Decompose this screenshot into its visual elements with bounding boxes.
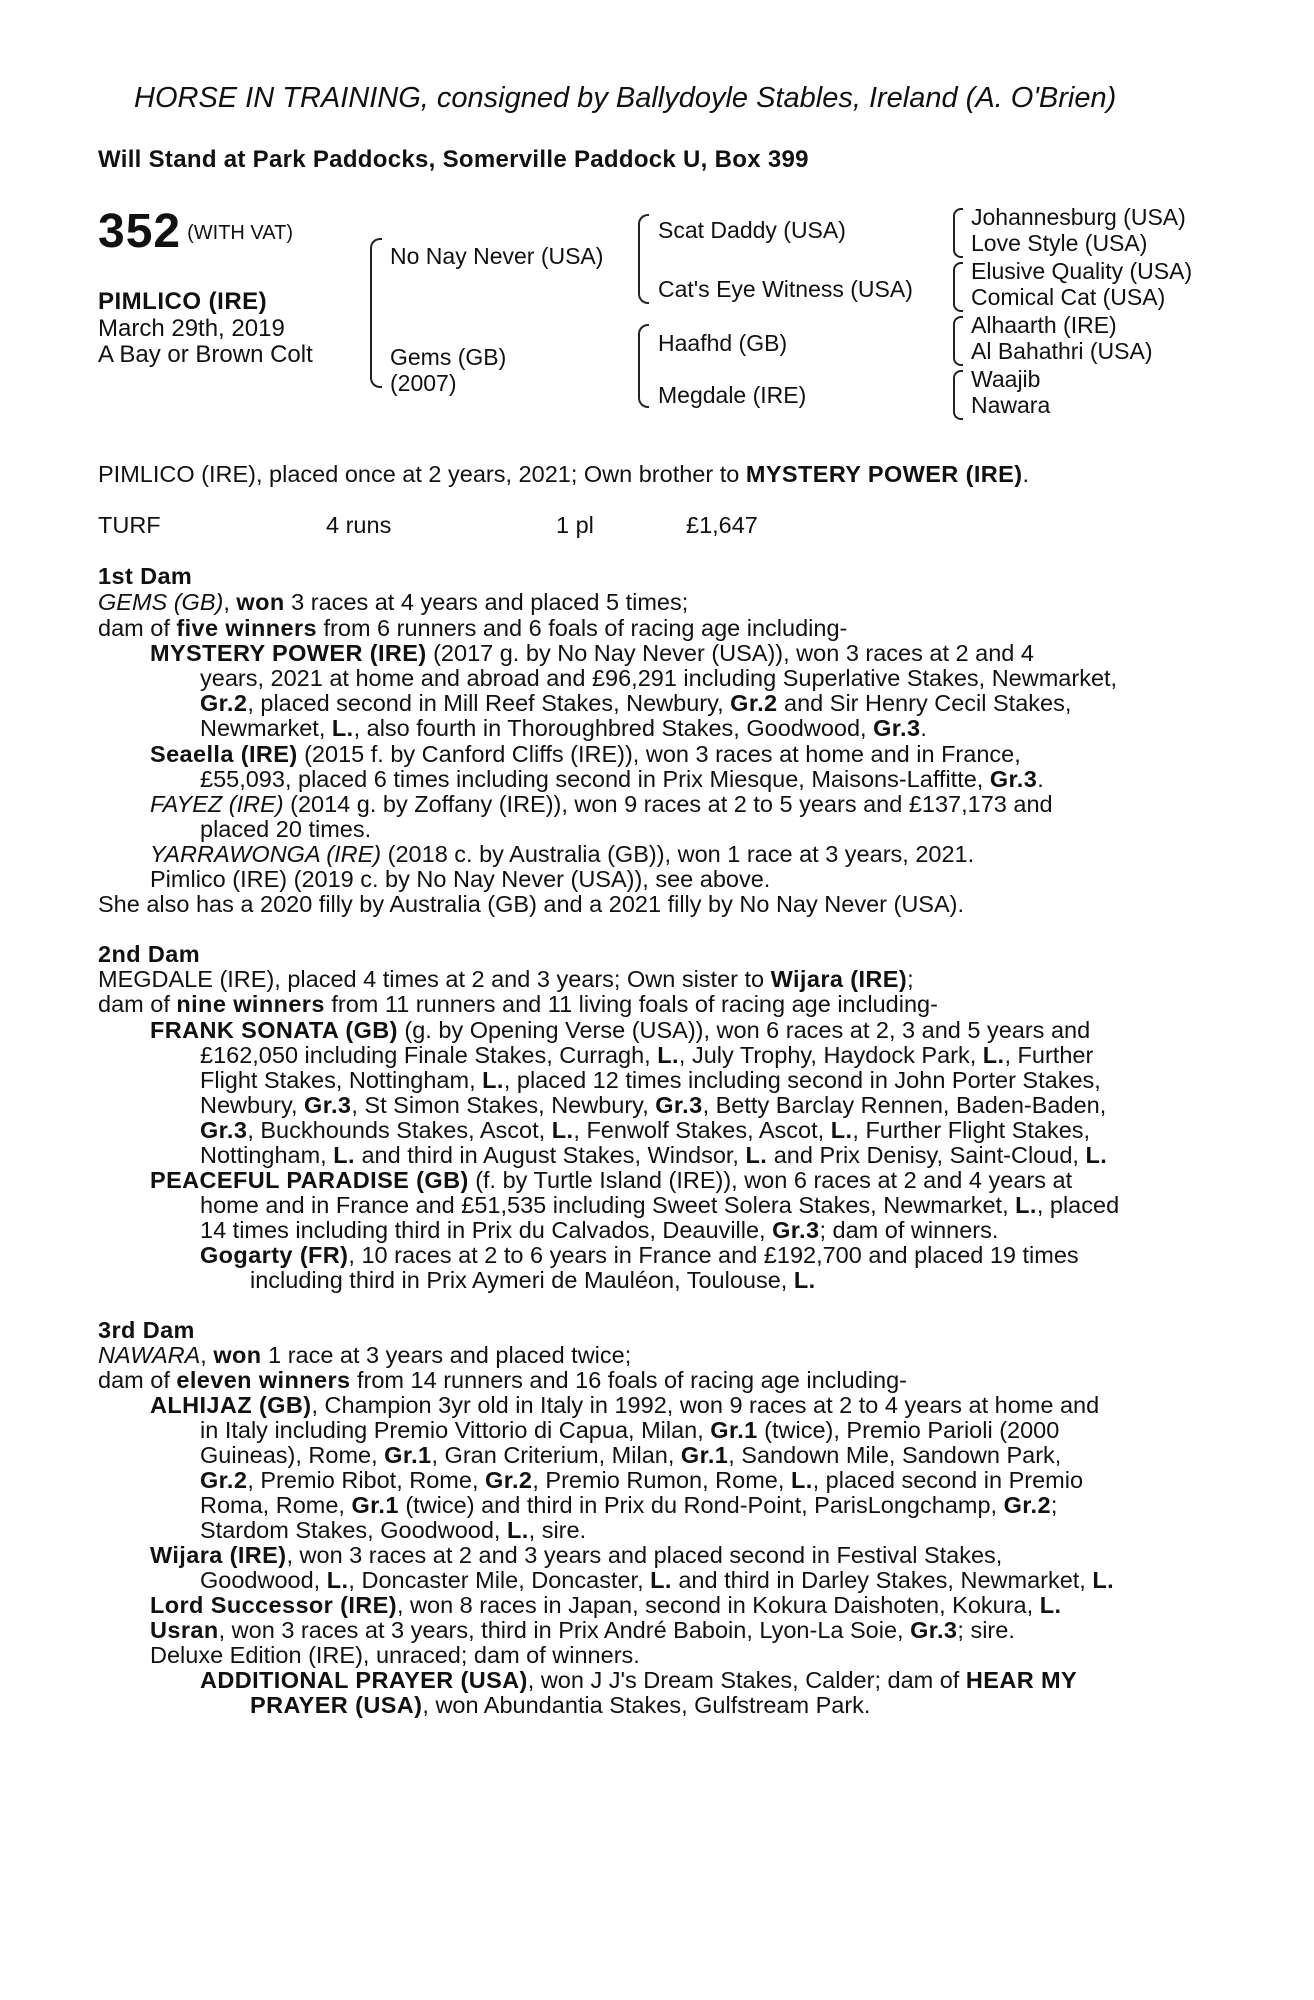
dam1-heading: 1st Dam xyxy=(98,563,193,589)
record-earnings: £1,647 xyxy=(686,512,758,538)
produce-name: PEACEFUL PARADISE (GB) xyxy=(150,1167,469,1193)
dam1-winners: five winners xyxy=(176,615,317,641)
grade-label: Gr.1 xyxy=(710,1417,758,1443)
dam3-heading: 3rd Dam xyxy=(98,1317,195,1343)
grade-label: L. xyxy=(551,1117,574,1143)
grade-label: Gr.2 xyxy=(730,690,778,716)
produce-text: , July Trophy, Haydock Park, xyxy=(678,1042,983,1068)
grade-label: L. xyxy=(657,1042,679,1068)
produce-text: , placed xyxy=(1036,1192,1120,1218)
pedigree-brace-gp2 xyxy=(953,262,963,312)
lot-number-block xyxy=(98,204,293,259)
grade-label: L. xyxy=(333,1142,355,1168)
grade-label: Gr.2 xyxy=(485,1467,533,1493)
pedigree-brace-dam xyxy=(638,324,649,408)
produce-text: and third in August Stakes, Windsor, xyxy=(354,1142,746,1168)
produce-mystery-power xyxy=(150,641,1034,667)
grade-label: L. xyxy=(790,1467,813,1493)
produce-text: (2018 c. by Australia (GB)), won 1 race at 3 years, 2021. xyxy=(381,841,975,867)
dam2-runners: from 11 runners and 11 living foals of racing age including- xyxy=(324,991,938,1017)
pedigree-sss: Johannesburg (USA) xyxy=(971,204,1186,230)
dam3-line1 xyxy=(98,1343,631,1369)
produce-text: , Doncaster Mile, Doncaster, xyxy=(348,1567,651,1593)
pedigree-brace-sire xyxy=(638,214,649,304)
dam3-won: won xyxy=(213,1342,262,1368)
produce-text: Stardom Stakes, Goodwood, xyxy=(200,1517,507,1543)
produce-name: Usran xyxy=(150,1617,219,1643)
produce-text: , sire. xyxy=(528,1517,587,1543)
produce-text: , won Abundantia Stakes, Gulfstream Park. xyxy=(422,1692,871,1718)
grade-label: Gr.2 xyxy=(200,690,248,716)
pedigree-dam-sire: Haafhd (GB) xyxy=(658,330,788,356)
produce-text: £162,050 including Finale Stakes, Curragh, xyxy=(200,1042,658,1068)
dam3-damof: dam of xyxy=(98,1367,177,1393)
vat-note: (WITH VAT) xyxy=(187,222,293,244)
dam3-record: 1 race at 3 years and placed twice; xyxy=(261,1342,632,1368)
produce-name: YARRAWONGA (IRE) xyxy=(150,841,382,867)
dam1-name: GEMS (GB) xyxy=(98,589,224,615)
produce-text: , Sandown Mile, Sandown Park, xyxy=(728,1442,1062,1468)
grade-label: L. xyxy=(793,1267,816,1293)
produce-text: and Sir Henry Cecil Stakes, xyxy=(777,690,1072,716)
produce-text: (g. by Opening Verse (USA)), won 6 races at 2, 3 and 5 years and xyxy=(397,1017,1091,1043)
summary-brother: MYSTERY POWER (IRE) xyxy=(745,461,1023,487)
produce-usran xyxy=(150,1618,1015,1644)
dam1-runners: from 6 runners and 6 foals of racing age including- xyxy=(317,615,848,641)
produce-text: (twice), Premio Parioli (2000 xyxy=(757,1417,1060,1443)
produce-text: , Buckhounds Stakes, Ascot, xyxy=(247,1117,552,1143)
produce-seaella xyxy=(150,742,1021,768)
produce-text: . xyxy=(1037,766,1044,792)
horse-description: A Bay or Brown Colt xyxy=(98,341,313,368)
produce-continuation: years, 2021 at home and abroad and £96,291 including Superlative Stakes, Newmarket, xyxy=(200,665,1118,691)
produce-pimlico: Pimlico (IRE) (2019 c. by No Nay Never (USA)), see above. xyxy=(150,866,771,892)
dam2-text: ; xyxy=(907,966,914,992)
produce-continuation xyxy=(200,691,1071,717)
produce-text: (2017 g. by No Nay Never (USA)), won 3 races at 2 and 4 xyxy=(426,640,1034,666)
produce-text: Newmarket, xyxy=(200,715,332,741)
dam3-sep: , xyxy=(200,1342,214,1368)
produce-text: Flight Stakes, Nottingham, xyxy=(200,1067,483,1093)
produce-text: , Premio Ribot, Rome, xyxy=(247,1467,486,1493)
grade-label: L. xyxy=(650,1567,672,1593)
produce-text: , Further xyxy=(1004,1042,1094,1068)
grade-label: L. xyxy=(982,1042,1005,1068)
produce-name: FRANK SONATA (GB) xyxy=(150,1017,398,1043)
dam3-line2 xyxy=(98,1368,907,1394)
pedigree-dsd: Al Bahathri (USA) xyxy=(971,338,1153,364)
produce-text: , won 3 races at 2 and 3 years and placed second in Festival Stakes, xyxy=(286,1542,1003,1568)
produce-continuation xyxy=(200,1068,1101,1094)
produce-text: , placed second in Premio xyxy=(812,1467,1084,1493)
produce-continuation xyxy=(200,1493,1057,1519)
produce-text: , Gran Criterium, Milan, xyxy=(431,1442,681,1468)
pedigree-sire-sire: Scat Daddy (USA) xyxy=(658,217,846,243)
dam2-sister: Wijara (IRE) xyxy=(770,966,908,992)
dam1-sep: , xyxy=(223,589,237,615)
grade-label: L. xyxy=(1015,1192,1037,1218)
produce-continuation xyxy=(200,1118,1090,1144)
dam1-also: She also has a 2020 filly by Australia (GB) and a 2021 filly by No Nay Never (USA). xyxy=(98,891,964,917)
produce-text: (2014 g. by Zoffany (IRE)), won 9 races at 2 to 5 years and £137,173 and xyxy=(283,791,1053,817)
produce-text: , won 8 races in Japan, second in Kokura Daishoten, Kokura, xyxy=(396,1592,1040,1618)
grade-label: L. xyxy=(482,1067,504,1093)
produce-text: Nottingham, xyxy=(200,1142,334,1168)
produce-text: (2015 f. by Canford Cliffs (IRE)), won 3 races at home and in France, xyxy=(297,741,1021,767)
consignment-title: HORSE IN TRAINING, consigned by Ballydoyle Stables, Ireland (A. O'Brien) xyxy=(134,82,1117,114)
pedigree-ddd: Nawara xyxy=(971,392,1051,418)
produce-text: , placed second in Mill Reef Stakes, Newbury, xyxy=(247,690,731,716)
produce-text: ; sire. xyxy=(957,1617,1015,1643)
produce-text: Goodwood, xyxy=(200,1567,327,1593)
produce-text: home and in France and £51,535 including Sweet Solera Stakes, Newmarket, xyxy=(200,1192,1016,1218)
grade-label: L. xyxy=(331,715,354,741)
dam3-runners: from 14 runners and 16 foals of racing age including- xyxy=(350,1367,907,1393)
produce-continuation: placed 20 times. xyxy=(200,816,372,842)
grade-label: Gr.3 xyxy=(304,1092,352,1118)
produce-text: 14 times including third in Prix du Calvados, Deauville, xyxy=(200,1217,773,1243)
produce-name: PRAYER (USA) xyxy=(250,1692,423,1718)
dam2-line1 xyxy=(98,967,914,993)
produce-continuation xyxy=(250,1693,870,1719)
produce-continuation xyxy=(250,1268,816,1294)
produce-wijara xyxy=(150,1543,1002,1569)
produce-text: Roma, Rome, xyxy=(200,1492,352,1518)
dam2-heading: 2nd Dam xyxy=(98,941,201,967)
grade-label: L. xyxy=(745,1142,768,1168)
produce-continuation xyxy=(200,1093,1106,1119)
produce-text: , 10 races at 2 to 6 years in France and £192,700 and placed 19 times xyxy=(348,1242,1079,1268)
produce-name: ALHIJAZ (GB) xyxy=(150,1392,312,1418)
produce-text: ; dam of winners. xyxy=(819,1217,999,1243)
grade-label: Gr.3 xyxy=(200,1117,248,1143)
produce-text: , St Simon Stakes, Newbury, xyxy=(351,1092,656,1118)
produce-fayez xyxy=(150,792,1053,818)
grade-label: Gr.2 xyxy=(200,1467,248,1493)
produce-text: , won 3 races at 3 years, third in Prix André Baboin, Lyon-La Soie, xyxy=(218,1617,911,1643)
pedigree-dam: Gems (GB) xyxy=(390,344,507,370)
grade-label: L. xyxy=(1085,1142,1108,1168)
grade-label: Gr.3 xyxy=(873,715,921,741)
horse-name: PIMLICO (IRE) xyxy=(98,288,268,315)
record-runs: 4 runs xyxy=(326,512,392,538)
pedigree-sire: No Nay Never (USA) xyxy=(390,243,604,269)
produce-continuation xyxy=(200,1418,1059,1444)
produce-text: and Prix Denisy, Saint-Cloud, xyxy=(767,1142,1086,1168)
pedigree-dam-dam: Megdale (IRE) xyxy=(658,382,807,408)
grade-label: L. xyxy=(830,1117,853,1143)
produce-name: Gogarty (FR) xyxy=(200,1242,349,1268)
pedigree-sdd: Comical Cat (USA) xyxy=(971,284,1166,310)
dam1-won: won xyxy=(236,589,285,615)
produce-text: , Fenwolf Stakes, Ascot, xyxy=(573,1117,831,1143)
produce-name: FAYEZ (IRE) xyxy=(150,791,284,817)
dam1-line2 xyxy=(98,616,847,642)
produce-text: (f. by Turtle Island (IRE)), won 6 races at 2 and 4 years at xyxy=(468,1167,1073,1193)
grade-label: Gr.2 xyxy=(1003,1492,1051,1518)
pedigree-dss: Alhaarth (IRE) xyxy=(971,312,1117,338)
produce-deluxe-edition: Deluxe Edition (IRE), unraced; dam of winners. xyxy=(150,1642,640,1668)
pedigree-brace-gp3 xyxy=(953,316,963,366)
record-placed: 1 pl xyxy=(556,512,594,538)
produce-text: including third in Prix Aymeri de Mauléon, Toulouse, xyxy=(250,1267,794,1293)
grade-label: L. xyxy=(1039,1592,1062,1618)
produce-continuation xyxy=(200,716,927,742)
produce-text: in Italy including Premio Vittorio di Capua, Milan, xyxy=(200,1417,711,1443)
dam2-winners: nine winners xyxy=(176,991,325,1017)
produce-text: £55,093, placed 6 times including second in Prix Miesque, Maisons-Laffitte, xyxy=(200,766,990,792)
produce-name: HEAR MY xyxy=(965,1667,1078,1693)
produce-continuation xyxy=(200,1443,1061,1469)
dam3-winners: eleven winners xyxy=(176,1367,351,1393)
produce-name: ADDITIONAL PRAYER (USA) xyxy=(200,1667,528,1693)
produce-text: and third in Darley Stakes, Newmarket, xyxy=(671,1567,1093,1593)
produce-text: Guineas), Rome, xyxy=(200,1442,385,1468)
produce-text: , placed 12 times including second in John Porter Stakes, xyxy=(503,1067,1101,1093)
lot-number: 352 xyxy=(98,205,182,258)
produce-text: , won J J's Dream Stakes, Calder; dam of xyxy=(527,1667,966,1693)
summary-text: PIMLICO (IRE), placed once at 2 years, 2021; Own brother to xyxy=(98,461,746,487)
grade-label: Gr.3 xyxy=(910,1617,958,1643)
pedigree-brace-gp1 xyxy=(953,208,963,258)
produce-continuation xyxy=(200,1568,1114,1594)
produce-continuation xyxy=(200,1218,998,1244)
produce-text: Newbury, xyxy=(200,1092,305,1118)
produce-continuation xyxy=(200,1518,586,1544)
dam2-damof: dam of xyxy=(98,991,177,1017)
pedigree-dds: Waajib xyxy=(971,366,1041,392)
grade-label: L. xyxy=(1092,1567,1115,1593)
pedigree-dam-year: (2007) xyxy=(390,370,457,396)
grade-label: L. xyxy=(506,1517,529,1543)
grade-label: L. xyxy=(326,1567,349,1593)
dam2-text: MEGDALE (IRE), placed 4 times at 2 and 3 years; Own sister to xyxy=(98,966,771,992)
produce-text: , Further Flight Stakes, xyxy=(852,1117,1091,1143)
produce-gogarty xyxy=(200,1243,1079,1269)
produce-continuation xyxy=(200,1193,1119,1219)
produce-text: , Champion 3yr old in Italy in 1992, won 9 races at 2 to 4 years at home and xyxy=(311,1392,1100,1418)
horse-dob: March 29th, 2019 xyxy=(98,315,285,342)
pedigree-brace-main xyxy=(370,238,382,388)
grade-label: Gr.1 xyxy=(351,1492,399,1518)
produce-continuation xyxy=(200,1043,1093,1069)
stand-location: Will Stand at Park Paddocks, Somerville Paddock U, Box 399 xyxy=(98,146,809,173)
grade-label: Gr.3 xyxy=(655,1092,703,1118)
produce-text: . xyxy=(920,715,927,741)
produce-alhijaz xyxy=(150,1393,1099,1419)
pedigree-brace-gp4 xyxy=(953,370,963,420)
record-surface: TURF xyxy=(98,512,161,538)
pedigree-ssd: Love Style (USA) xyxy=(971,230,1148,256)
pedigree-sire-dam: Cat's Eye Witness (USA) xyxy=(658,276,913,302)
produce-continuation xyxy=(200,1143,1107,1169)
grade-label: Gr.3 xyxy=(989,766,1038,792)
produce-name: Wijara (IRE) xyxy=(150,1542,287,1568)
produce-yarrawonga xyxy=(150,842,974,868)
dam1-line1 xyxy=(98,590,688,616)
summary-line xyxy=(98,462,1029,488)
grade-label: Gr.1 xyxy=(384,1442,432,1468)
dam3-name: NAWARA xyxy=(98,1342,201,1368)
pedigree-sds: Elusive Quality (USA) xyxy=(971,258,1193,284)
produce-frank-sonata xyxy=(150,1018,1090,1044)
produce-continuation xyxy=(200,767,1044,793)
produce-text: , Betty Barclay Rennen, Baden-Baden, xyxy=(702,1092,1107,1118)
dam2-line2 xyxy=(98,992,938,1018)
produce-continuation xyxy=(200,1468,1083,1494)
grade-label: Gr.3 xyxy=(772,1217,820,1243)
produce-name: Lord Successor (IRE) xyxy=(150,1592,397,1618)
produce-name: Seaella (IRE) xyxy=(150,741,298,767)
produce-name: MYSTERY POWER (IRE) xyxy=(150,640,427,666)
produce-additional-prayer xyxy=(200,1668,1077,1694)
produce-peaceful-paradise xyxy=(150,1168,1072,1194)
summary-end: . xyxy=(1022,461,1029,487)
produce-text: , also fourth in Thoroughbred Stakes, Goodwood, xyxy=(353,715,874,741)
dam1-record: 3 races at 4 years and placed 5 times; xyxy=(284,589,689,615)
grade-label: Gr.1 xyxy=(680,1442,729,1468)
produce-text: , Premio Rumon, Rome, xyxy=(532,1467,791,1493)
produce-text: (twice) and third in Prix du Rond-Point, ParisLongchamp, xyxy=(398,1492,1004,1518)
produce-lord-successor xyxy=(150,1593,1061,1619)
dam1-damof: dam of xyxy=(98,615,177,641)
produce-text: ; xyxy=(1050,1492,1058,1518)
